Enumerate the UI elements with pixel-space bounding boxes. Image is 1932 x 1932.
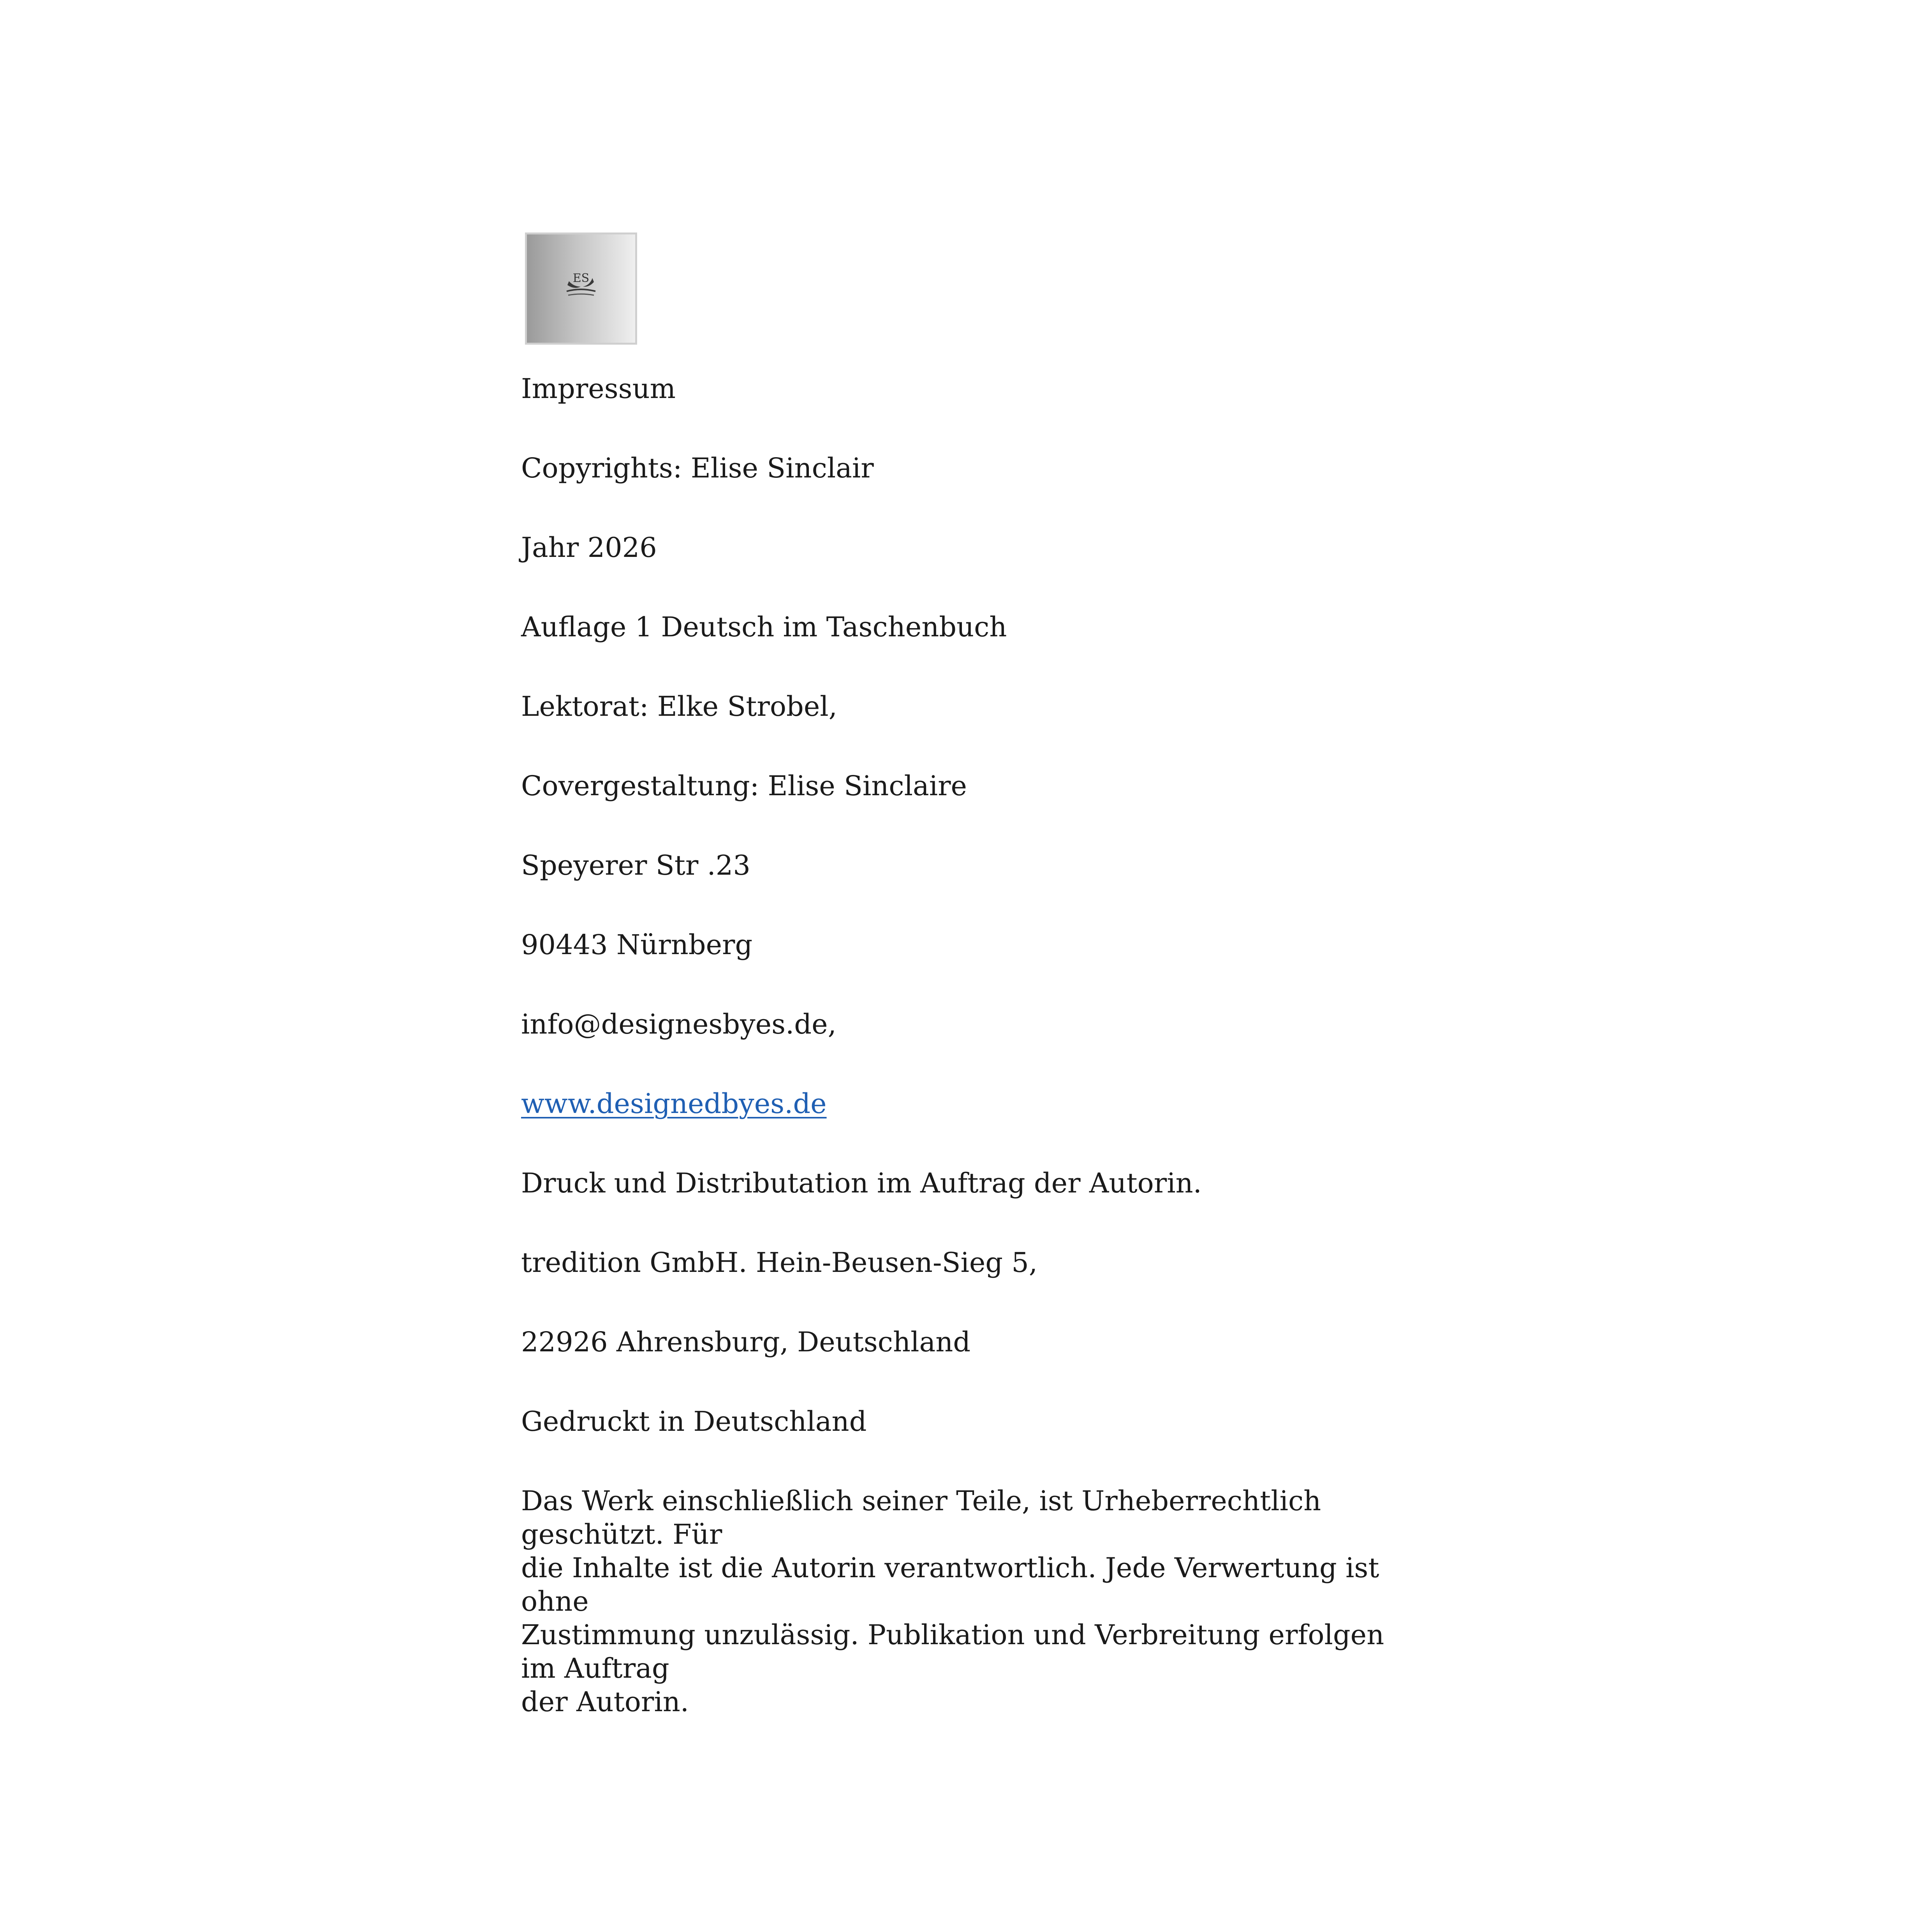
imprint-text [521,372,1417,1719]
city-line: 90443 Nürnberg [521,929,753,961]
copyright-line: Copyrights: Elise Sinclair [521,452,874,484]
cover-design-line: Covergestaltung: Elise Sinclaire [521,770,967,802]
printer-line: tredition GmbH. Hein-Beusen-Sieg 5, [521,1247,1038,1279]
distribution-line: Druck und Distributation im Auftrag der Autorin. [521,1167,1202,1199]
copyright-notice [521,1484,1417,1719]
notice-line: Zustimmung unzulässig. Publikation und Verbreitung erfolgen im Auftrag [521,1619,1384,1684]
logo-text: ES [572,271,590,285]
publisher-logo [525,232,637,345]
editing-line: Lektorat: Elke Strobel, [521,690,837,722]
notice-line: der Autorin. [521,1686,689,1718]
website-link[interactable]: www.designedbyes.de [521,1088,827,1120]
printed-in-line: Gedruckt in Deutschland [521,1405,867,1437]
email-line: info@designesbyes.de, [521,1008,837,1040]
year-line: Jahr 2026 [521,532,657,564]
edition-line: Auflage 1 Deutsch im Taschenbuch [521,611,1007,643]
street-line: Speyerer Str .23 [521,849,750,881]
notice-line: Das Werk einschließlich seiner Teile, ist Urheberrechtlich geschützt. Für [521,1485,1321,1550]
printer-city-line: 22926 Ahrensburg, Deutschland [521,1326,971,1358]
notice-line: die Inhalte ist die Autorin verantwortlich. Jede Verwertung ist ohne [521,1552,1379,1617]
imprint-title: Impressum [521,373,676,405]
website-line [521,1087,1417,1120]
publisher-logo-icon [527,234,635,343]
